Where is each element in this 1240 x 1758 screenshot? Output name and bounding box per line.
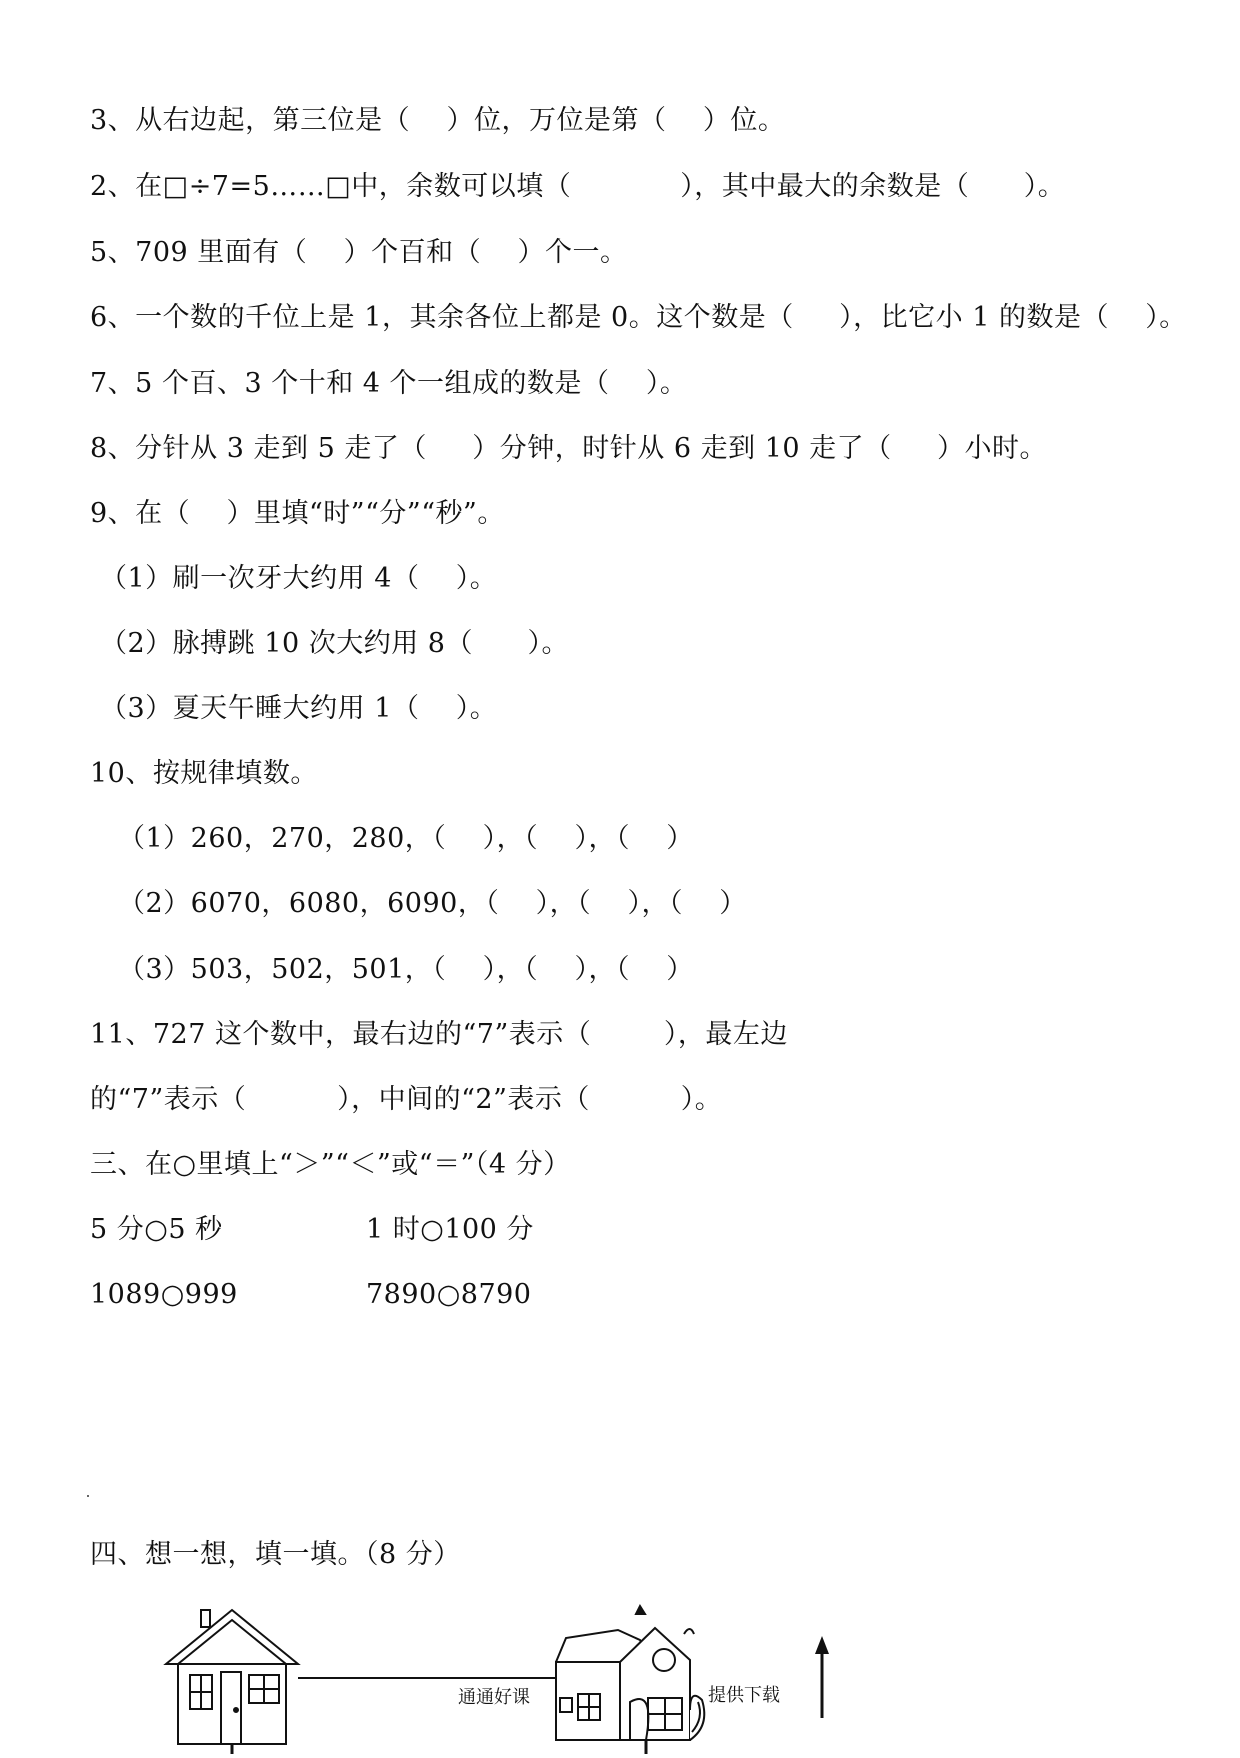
- question-11-line-1: 11、727 这个数中，最右边的“7”表示（ ），最左边: [90, 1019, 788, 1050]
- question-2: 2、在□÷7=5……□中，余数可以填（ ），其中最大的余数是（ ）。: [90, 171, 1066, 202]
- question-9: 9、在（ ）里填“时”“分”“秒”。: [90, 498, 505, 529]
- question-3: 3、从右边起，第三位是（ ）位，万位是第（ ）位。: [90, 105, 786, 136]
- question-11-line-2: 的“7”表示（ ），中间的“2”表示（ ）。: [90, 1084, 723, 1115]
- question-10-sub-1: （1）260，270，280，（ ），（ ），（ ）: [118, 823, 694, 854]
- question-9-sub-2: （2）脉搏跳 10 次大约用 8（ ）。: [100, 628, 569, 659]
- section-4-title: 四、想一想，填一填。（8 分）: [90, 1539, 461, 1570]
- question-10: 10、按规律填数。: [90, 758, 318, 789]
- question-9-sub-1: （1）刷一次牙大约用 4（ ）。: [100, 563, 498, 594]
- watermark-left: 通通好课: [458, 1687, 530, 1708]
- compare-3: 1089○999: [90, 1279, 238, 1310]
- question-7: 7、5 个百、3 个十和 4 个一组成的数是（ ）。: [90, 368, 688, 399]
- map-figure-drawing: [0, 1590, 1240, 1754]
- compare-2: 1 时○100 分: [366, 1214, 534, 1245]
- stray-dot: [87, 1495, 89, 1497]
- north-arrow-icon: [815, 1636, 829, 1718]
- right-house-icon: [556, 1606, 704, 1740]
- question-6: 6、一个数的千位上是 1，其余各位上都是 0。这个数是（ ），比它小 1 的数是（ ）。: [90, 302, 1187, 333]
- compare-4: 7890○8790: [366, 1279, 532, 1310]
- left-house-icon: [166, 1610, 298, 1744]
- map-figure: [0, 1590, 1240, 1754]
- question-5: 5、709 里面有（ ）个百和（ ）个一。: [90, 237, 628, 268]
- watermark-right: 提供下载: [708, 1685, 780, 1706]
- section-3-title: 三、在○里填上“＞”“＜”或“＝”（4 分）: [90, 1149, 571, 1180]
- compare-1: 5 分○5 秒: [90, 1214, 223, 1245]
- question-9-sub-3: （3）夏天午睡大约用 1（ ）。: [100, 693, 498, 724]
- question-8: 8、分针从 3 走到 5 走了（ ）分钟，时针从 6 走到 10 走了（ ）小时。: [90, 433, 1048, 464]
- question-10-sub-2: （2）6070，6080，6090，（ ），（ ），（ ）: [118, 888, 747, 919]
- question-10-sub-3: （3）503，502，501，（ ），（ ），（ ）: [118, 954, 694, 985]
